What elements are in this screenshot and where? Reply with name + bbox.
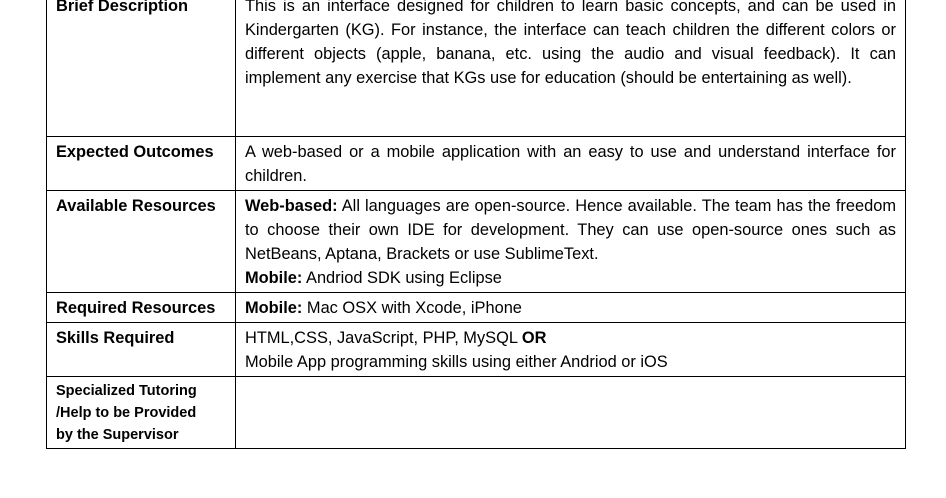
web-based-paragraph [245,194,896,266]
skills-line-1 [245,326,896,350]
value-available-resources [236,191,906,293]
label-required-resources: Required Resources [47,293,236,323]
tutoring-label-line-2: /Help to be Provided [56,405,197,421]
value-skills-required [236,323,906,377]
row-required-resources [47,293,906,323]
row-skills-required [47,323,906,377]
skills-web-text: HTML,CSS, JavaScript, PHP, MySQL [245,329,522,347]
row-brief-description [47,0,906,137]
row-expected-outcomes [47,137,906,191]
mobile-label: Mobile: [245,269,303,287]
web-based-label: Web-based: [245,197,338,215]
label-brief-description: Brief Description [47,0,236,137]
mobile-paragraph [245,266,896,290]
tutoring-label-line-1: Specialized Tutoring [56,383,197,399]
required-mobile-label: Mobile: [245,299,303,317]
project-spec-table [46,0,906,449]
label-skills-required: Skills Required [47,323,236,377]
row-available-resources [47,191,906,293]
skills-or: OR [521,329,547,347]
label-available-resources: Available Resources [47,191,236,293]
web-based-text: All languages are open-source. Hence available. The team has the freedom to choose their own IDE for development. They can use open-source ones such as NetBeans, Aptana, Brackets or use SublimeText. [245,197,896,263]
row-specialized-tutoring [47,377,906,449]
label-specialized-tutoring [47,377,236,449]
required-mobile-text: Mac OSX with Xcode, iPhone [302,299,522,317]
value-specialized-tutoring [236,377,906,449]
value-expected-outcomes: A web-based or a mobile application with an easy to use and understand interface for children. [236,137,906,191]
value-brief-description: This is an interface designed for children to learn basic concepts, and can be used in Kindergarten (KG). For instance, the interface can teach children the different colors or different objects (apple, banana, etc. using the audio and visual feedback). It can implement any exercise that KGs use for education (should be entertaining as well). [236,0,906,137]
skills-line-2: Mobile App programming skills using either Andriod or iOS [245,353,668,371]
value-required-resources [236,293,906,323]
label-expected-outcomes: Expected Outcomes [47,137,236,191]
mobile-text: Andriod SDK using Eclipse [302,269,502,287]
tutoring-label-line-3: by the Supervisor [56,427,179,443]
